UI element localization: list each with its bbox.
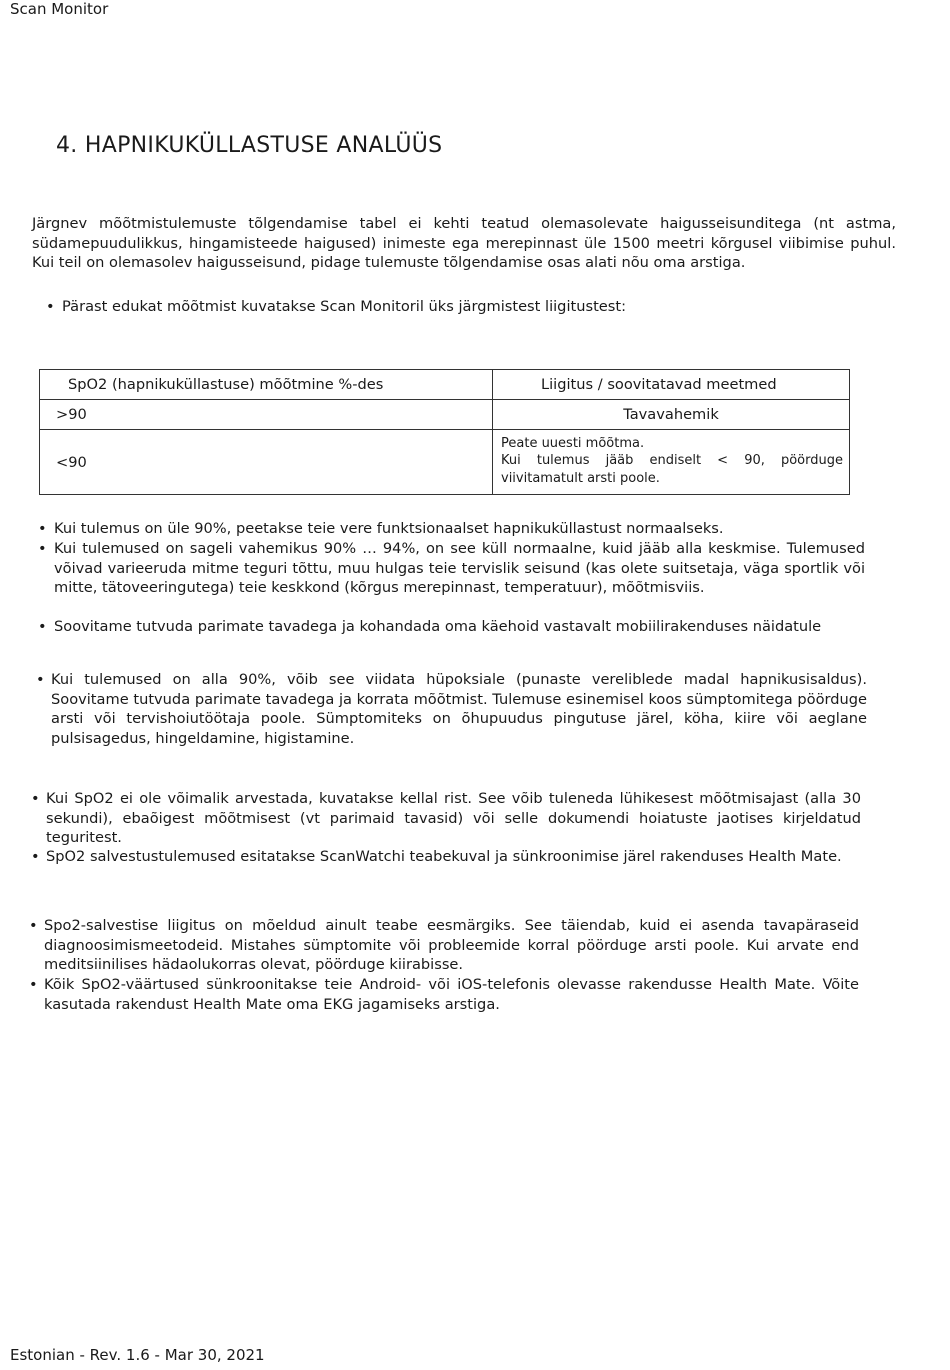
list-item — [38, 519, 865, 539]
bullet-dot: • — [38, 618, 47, 635]
list-item — [29, 916, 859, 976]
table-cell-value: >90 — [40, 400, 493, 430]
document-footer: Estonian - Rev. 1.6 - Mar 30, 2021 — [10, 1346, 265, 1364]
table-header-row — [40, 370, 850, 400]
list-item-text: Kui tulemused on alla 90%, võib see viidata hüpoksiale (punaste vereliblede madal hapnikusisaldus). Soovitame tutvuda parimate tavadega ja korrata mõõtmist. Tulemuse esinemisel koos sümptomitega pöörduge arsti või tervishoiutöötaja poole. Sümptomiteks on õhupuudus pingutuse järel, köha, kiire või aeglane pulsisagedus, hingeldamine, higistamine. — [51, 671, 867, 747]
list-item — [29, 975, 859, 1015]
section-title: 4. HAPNIKUKÜLLASTUSE ANALÜÜS — [56, 133, 443, 158]
table-cell-value: <90 — [40, 430, 493, 495]
list-item — [31, 789, 861, 849]
classification-line: viivitamatult arsti poole. — [501, 470, 660, 486]
list-item — [36, 670, 867, 769]
bullet-dot: • — [31, 790, 40, 807]
bullet-dot: • — [46, 298, 55, 315]
table-row — [40, 430, 850, 495]
spo2-classification-table — [39, 369, 850, 495]
list-item-text: Soovitame tutvuda parimate tavadega ja kohandada oma käehoid vastavalt mobiilirakenduses näidatule — [54, 618, 822, 635]
intro-paragraph: Järgnev mõõtmistulemuste tõlgendamise tabel ei kehti teatud olemasolevate haigusseisunditega (nt astma, südamepuudulikkus, hingamisteede haigused) inimeste ega merepinnast üle 1500 meetri kõrgusel viibimise puhul. Kui teil on olemasolev haigusseisund, pidage tulemuste tõlgendamise osas alati nõu oma arstiga. — [32, 215, 896, 272]
document-header-title: Scan Monitor — [10, 0, 109, 18]
bullet-dot: • — [29, 976, 38, 993]
bullet-dot: • — [29, 917, 38, 934]
list-item-text: Kõik SpO2-väärtused sünkroonitakse teie Android- või iOS-telefonis olevasse rakendusse Health Mate. Võite kasutada rakendust Health Mate oma EKG jagamiseks arstiga. — [44, 976, 859, 1013]
classification-line: Kui tulemus jääb endiselt < 90, pöörduge — [501, 453, 843, 469]
bullet-dot: • — [31, 848, 40, 865]
table-header-classification: Liigitus / soovitatavad meetmed — [493, 370, 850, 400]
bullet-dot: • — [36, 671, 45, 688]
table-cell-classification: Tavavahemik — [493, 400, 850, 430]
list-item-text: Spo2-salvestise liigitus on mõeldud ainult teabe eesmärgiks. See täiendab, kuid ei asenda tavapäraseid diagnoosimismeetodeid. Mistahes sümptomite või probleemide korral pöörduge arsti poole. Kui arvate end meditsiinilises hädaolukorras olevat, pöörduge kiirabisse. — [44, 917, 859, 974]
bullet-dot: • — [38, 520, 47, 537]
list-item-text: SpO2 salvestustulemused esitatakse ScanWatchi teabekuval ja sünkroonimise järel rakenduses Health Mate. — [46, 848, 842, 865]
classification-line: Peate uuesti mõõtma. — [501, 435, 645, 451]
list-item — [31, 847, 861, 887]
table-cell-classification — [493, 430, 850, 495]
list-item-text: Kui tulemused on sageli vahemikus 90% … 94%, on see küll normaalne, kuid jääb alla keskmise. Tulemused võivad varieeruda mitme teguri tõttu, muu hulgas teie tervislik seisund (kas olete suitsetaja, väga sportlik või mitte, tätoveeringutega) teie keskkond (kõrgus merepinnast, temperatuur), mõõtmisviis. — [54, 540, 865, 597]
list-item — [38, 617, 865, 657]
table-header-measurement: SpO2 (hapnikuküllastuse) mõõtmine %-des — [40, 370, 493, 400]
list-item-text: Kui SpO2 ei ole võimalik arvestada, kuvatakse kellal rist. See võib tuleneda lühikesest mõõtmisajast (alla 30 sekundi), ebaõigest mõõtmisest (vt parimaid tavasid) või selle dokumendi hoiatuste jaotises kirjeldatud teguritest. — [46, 790, 861, 847]
intro-bullet — [46, 297, 906, 317]
intro-bullet-text: Pärast edukat mõõtmist kuvatakse Scan Monitoril üks järgmistest liigitustest: — [62, 298, 627, 315]
list-item — [38, 539, 865, 618]
list-item-text: Kui tulemus on üle 90%, peetakse teie vere funktsionaalset hapnikuküllastust normaalseks. — [54, 520, 724, 537]
bullet-dot: • — [38, 540, 47, 557]
table-row — [40, 400, 850, 430]
